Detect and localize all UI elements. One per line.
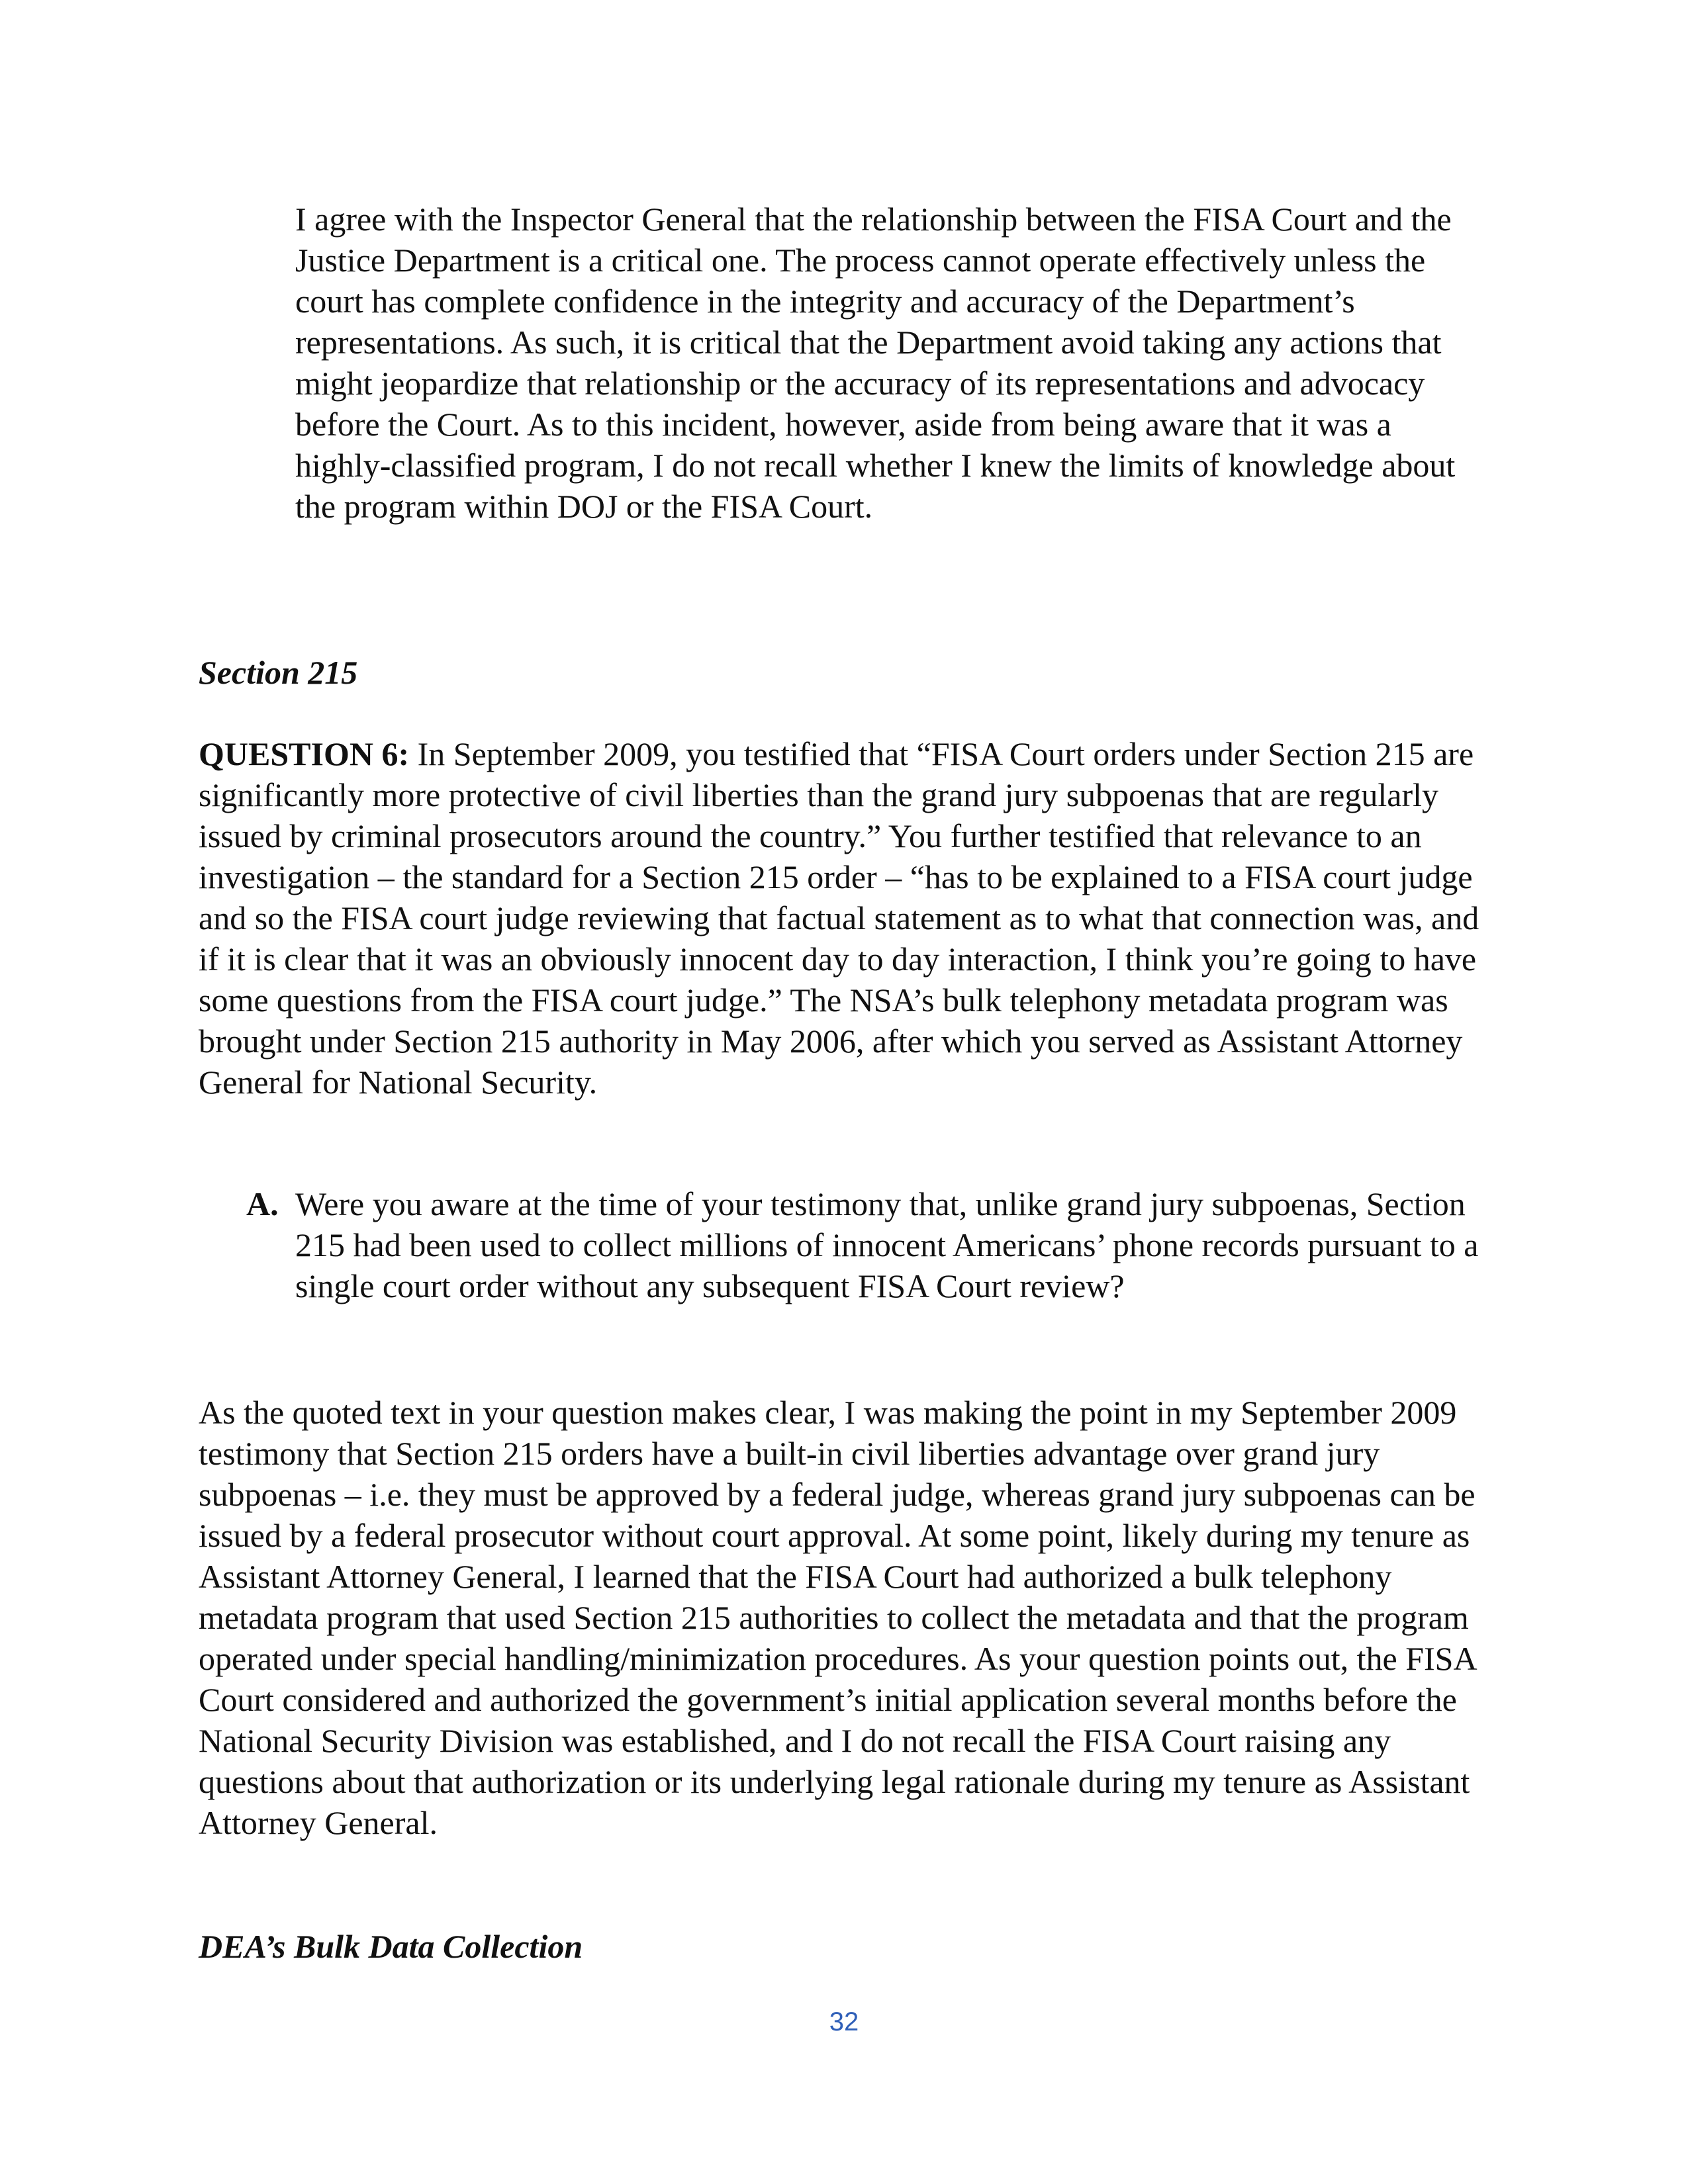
next-section-heading: DEA’s Bulk Data Collection xyxy=(199,1928,583,1965)
page-number: 32 xyxy=(829,2007,859,2036)
section-heading: Section 215 xyxy=(199,654,358,691)
subquestion xyxy=(246,1183,1491,1306)
subquestion-label: A. xyxy=(246,1185,279,1222)
answer-paragraph: As the quoted text in your question makes clear, I was making the point in my September 2009 testimony that Section 215 orders have a built-in civil liberties advantage over grand jury subpoenas – i.e. they must be approved by a federal judge, whereas grand jury subpoenas can be issued by a federal prosecutor without court approval. At some point, likely during my tenure as Assistant Attorney General, I learned that the FISA Court had authorized a bulk telephony metadata program that used Section 215 authorities to collect the metadata and that the program operated under special handling/minimization procedures. As your question points out, the FISA Court considered and authorized the government’s initial application several months before the National Security Division was established, and I do not recall the FISA Court raising any questions about that authorization or its underlying legal rationale during my tenure as Assistant Attorney General. xyxy=(199,1394,1476,1841)
opening-answer-paragraph: I agree with the Inspector General that the relationship between the FISA Court and the Justice Department is a critical one. The process cannot operate effectively unless the court has complete confidence in the integrity and accuracy of the Department’s representations. As such, it is critical that the Department avoid taking any actions that might jeopardize that relationship or the accuracy of its representations and advocacy before the Court. As to this incident, however, aside from being aware that it was a highly-classified program, I do not recall whether I knew the limits of knowledge about the program within DOJ or the FISA Court. xyxy=(295,201,1456,525)
question-paragraph xyxy=(199,733,1489,1103)
question-label: QUESTION 6: xyxy=(199,735,410,772)
subquestion-text: Were you aware at the time of your testimony that, unlike grand jury subpoenas, Section 215 had been used to collect millions of innocent Americans’ phone records pursuant to a single court order without any subsequent FISA Court review? xyxy=(295,1185,1479,1304)
question-text: In September 2009, you testified that “FISA Court orders under Section 215 are significantly more protective of civil liberties than the grand jury subpoenas that are regularly issued by criminal prosecutors around the country.” You further testified that relevance to an investigation – the standard for a Section 215 order – “has to be explained to a FISA court judge and so the FISA court judge reviewing that factual statement as to what that connection was, and if it is clear that it was an obviously innocent day to day interaction, I think you’re going to have some questions from the FISA court judge.” The NSA’s bulk telephony metadata program was brought under Section 215 authority in May 2006, after which you served as Assistant Attorney General for National Security. xyxy=(199,735,1479,1101)
